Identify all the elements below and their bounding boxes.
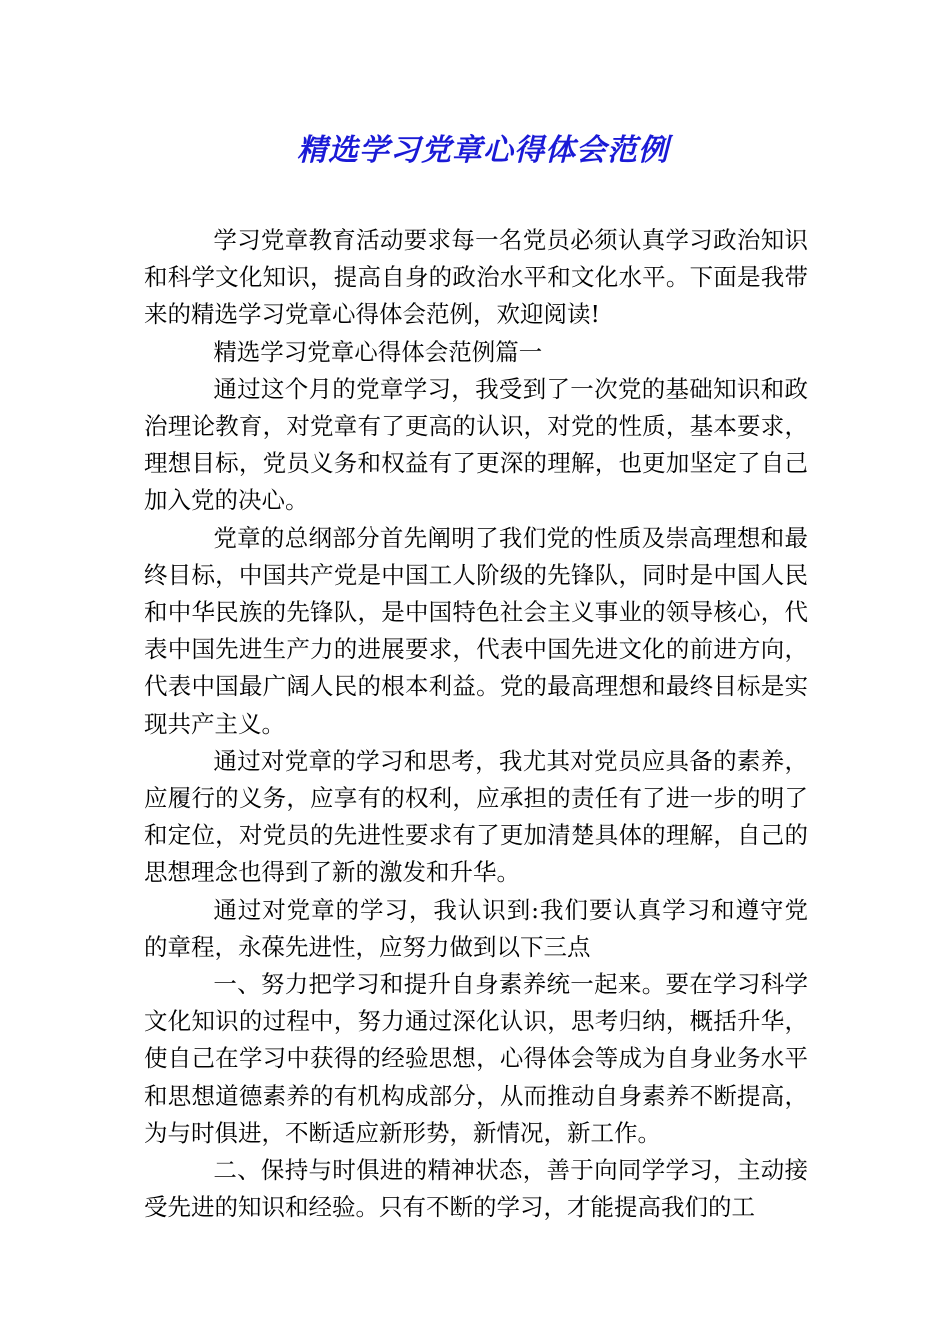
paragraph: 通过对党章的学习和思考，我尤其对党员应具备的素养，应履行的义务，应享有的权利，应承担的责任有了进一步的明了和定位，对党员的先进性要求有了更加清楚具体的理解，自己的思想理念也得到了新的激发和升华。: [144, 746, 808, 887]
document-title: 精选学习党章心得体会范例: [297, 133, 669, 168]
paragraph: 通过这个月的党章学习，我受到了一次党的基础知识和政治理论教育，对党章有了更高的认识，对党的性质，基本要求，理想目标，党员义务和权益有了更深的理解，也更加坚定了自己加入党的决心。: [144, 374, 808, 515]
paragraph-point-one: 一、努力把学习和提升自身素养统一起来。要在学习科学文化知识的过程中，努力通过深化认识，思考归纳，概括升华，使自己在学习中获得的经验思想，心得体会等成为自身业务水平和思想道德素养的有机构成部分，从而推动自身素养不断提高，为与时俱进，不断适应新形势，新情况，新工作。: [144, 970, 808, 1147]
paragraph: 通过对党章的学习，我认识到:我们要认真学习和遵守党的章程，永葆先进性，应努力做到以下三点: [144, 895, 808, 961]
paragraph: 党章的总纲部分首先阐明了我们党的性质及崇高理想和最终目标，中国共产党是中国工人阶级的先锋队，同时是中国人民和中华民族的先锋队，是中国特色社会主义事业的领导核心，代表中国先进生产力的进展要求，代表中国先进文化的前进方向，代表中国最广阔人民的根本利益。党的最高理想和最终目标是实现共产主义。: [144, 523, 808, 738]
paragraph-point-two: 二、保持与时俱进的精神状态，善于向同学学习，主动接受先进的知识和经验。只有不断的学习，才能提高我们的工: [144, 1156, 808, 1222]
document-body: [144, 222, 808, 1226]
paragraph-intro: 学习党章教育活动要求每一名党员必须认真学习政治知识和科学文化知识，提高自身的政治水平和文化水平。下面是我带来的精选学习党章心得体会范例，欢迎阅读!: [144, 226, 808, 329]
paragraph-section-heading: 精选学习党章心得体会范例篇一: [213, 337, 543, 366]
